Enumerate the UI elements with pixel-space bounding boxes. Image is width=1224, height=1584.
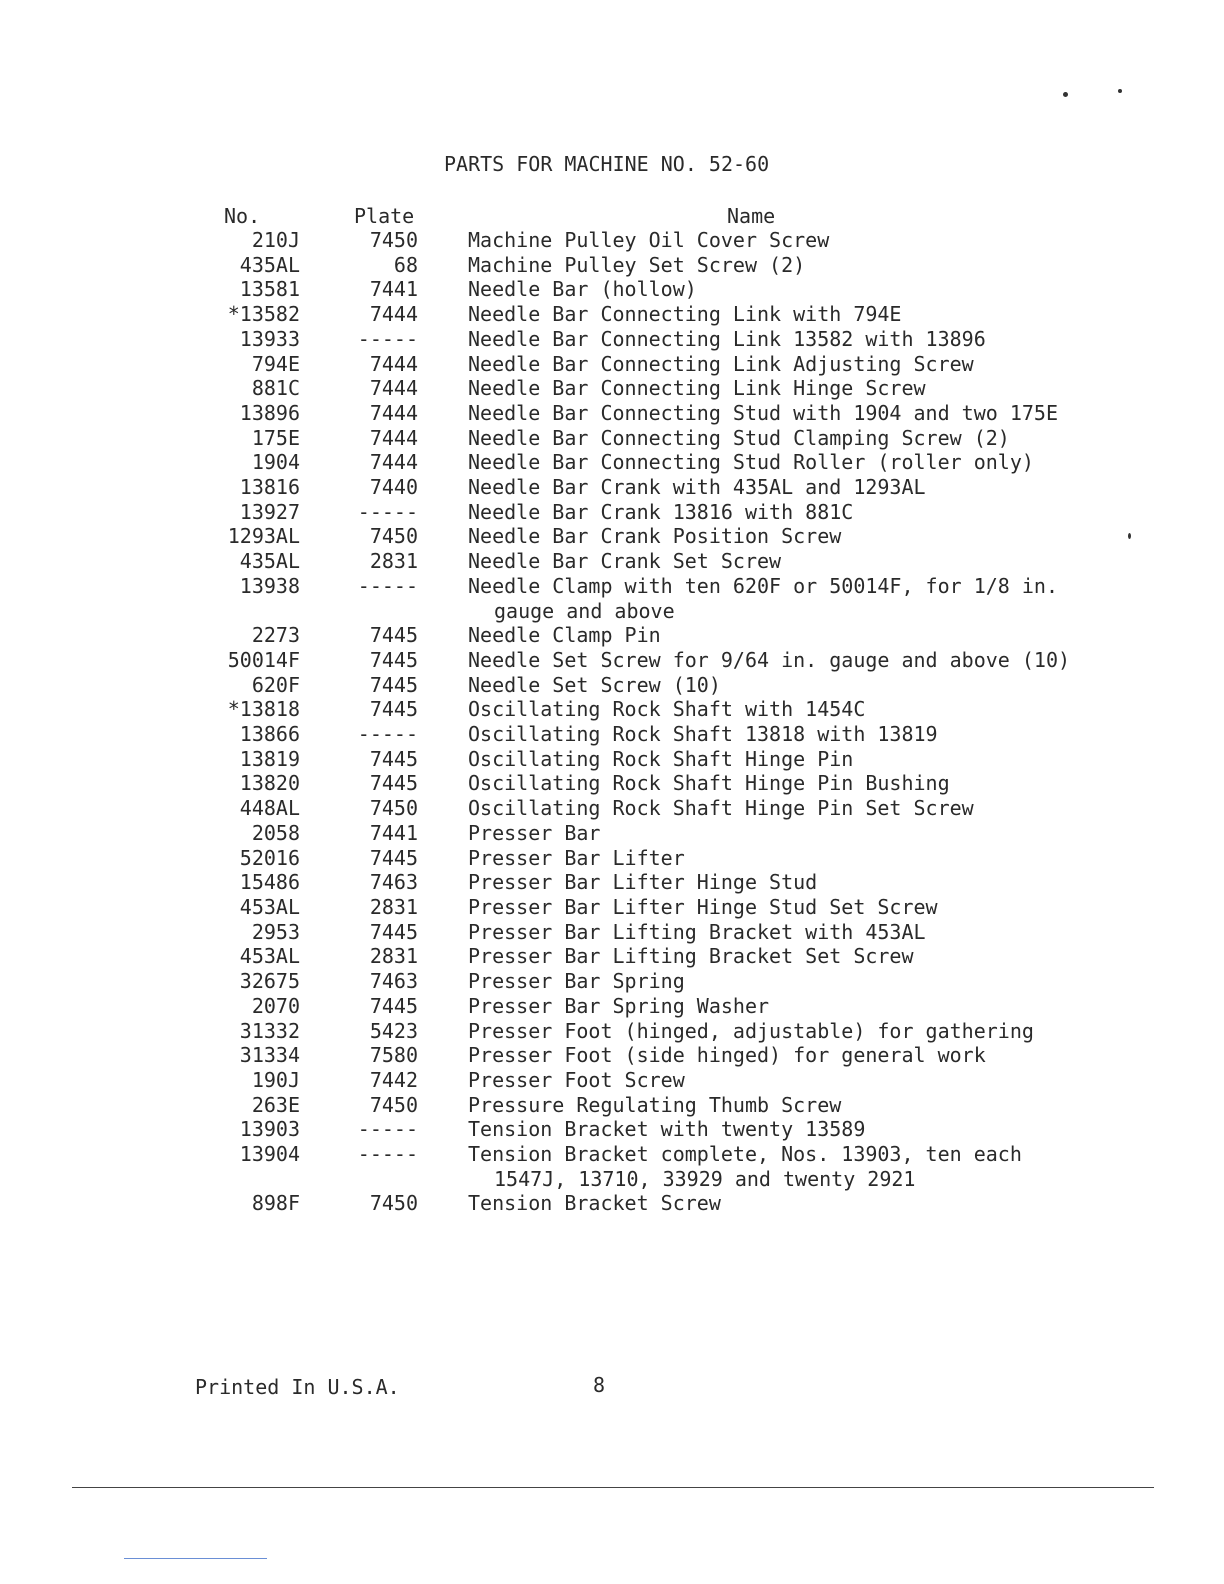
scan-speck <box>1063 92 1068 97</box>
table-row <box>0 475 1224 500</box>
plate-number: 7440 <box>369 475 418 500</box>
part-name: Needle Bar Crank Set Screw <box>468 549 782 574</box>
plate-number: 7442 <box>369 1067 418 1092</box>
plate-number: 7441 <box>369 820 418 845</box>
page-title: PARTS FOR MACHINE NO. 52-60 <box>444 152 770 176</box>
plate-number: ----- <box>357 722 418 747</box>
table-row <box>0 821 1224 846</box>
part-number: 13903 <box>239 1117 300 1142</box>
plate-number: ----- <box>357 1117 418 1142</box>
part-name: Needle Set Screw (10) <box>468 672 721 697</box>
part-name: Tension Bracket complete, Nos. 13903, ten each 1547J, 13710, 33929 and twenty 2921 <box>468 1142 1022 1191</box>
plate-number: 7444 <box>369 376 418 401</box>
plate-number: 7445 <box>369 672 418 697</box>
part-name: Needle Bar Connecting Stud Roller (roller only) <box>468 450 1034 475</box>
part-number: 175E <box>251 425 300 450</box>
plate-number: 7444 <box>369 400 418 425</box>
plate-number: 7450 <box>369 1092 418 1117</box>
table-row <box>0 401 1224 426</box>
part-number: 453AL <box>239 894 300 919</box>
plate-number: ----- <box>357 499 418 524</box>
table-row <box>0 549 1224 574</box>
plate-number: 7580 <box>369 1043 418 1068</box>
table-row <box>0 944 1224 969</box>
part-number: 13820 <box>239 771 300 796</box>
part-number: 1293AL <box>227 524 300 549</box>
part-number: 52016 <box>239 845 300 870</box>
part-name: Needle Bar Connecting Link Adjusting Screw <box>468 351 974 376</box>
table-row <box>0 1191 1224 1216</box>
part-name: Needle Bar Connecting Stud Clamping Screw (2) <box>468 425 1010 450</box>
part-number: 2070 <box>251 993 300 1018</box>
part-number: 620F <box>251 672 300 697</box>
part-number: 15486 <box>239 870 300 895</box>
part-name: Oscillating Rock Shaft Hinge Pin Set Screw <box>468 796 974 821</box>
part-number: *13818 <box>227 697 300 722</box>
table-row <box>0 1019 1224 1044</box>
plate-number: ----- <box>357 1142 418 1167</box>
plate-number: 7450 <box>369 796 418 821</box>
plate-number: 7445 <box>369 697 418 722</box>
part-name: Needle Clamp Pin <box>468 623 661 648</box>
plate-number: 5423 <box>369 1018 418 1043</box>
table-row <box>0 524 1224 549</box>
part-number: 190J <box>251 1067 300 1092</box>
part-number: 2058 <box>251 820 300 845</box>
part-name: Oscillating Rock Shaft Hinge Pin Bushing <box>468 771 950 796</box>
part-number: 13938 <box>239 573 300 598</box>
plate-number: 2831 <box>369 944 418 969</box>
printed-in-note: Printed In U.S.A. <box>195 1375 400 1399</box>
part-name: Presser Foot (side hinged) for general work <box>468 1043 986 1068</box>
part-name: Tension Bracket Screw <box>468 1191 721 1216</box>
plate-number: ----- <box>357 573 418 598</box>
part-name: Needle Set Screw for 9/64 in. gauge and above (10) <box>468 647 1071 672</box>
part-name: Pressure Regulating Thumb Screw <box>468 1092 842 1117</box>
part-number: 210J <box>251 228 300 252</box>
part-number: 1904 <box>251 450 300 475</box>
table-row <box>0 376 1224 401</box>
plate-number: ----- <box>357 326 418 351</box>
table-row <box>0 623 1224 648</box>
part-name: Tension Bracket with twenty 13589 <box>468 1117 866 1142</box>
part-number: 794E <box>251 351 300 376</box>
part-number: 31334 <box>239 1043 300 1068</box>
table-row <box>0 327 1224 352</box>
parts-table <box>0 228 1224 1216</box>
part-number: *13582 <box>227 302 300 327</box>
plate-number: 7445 <box>369 647 418 672</box>
plate-number: 7445 <box>369 919 418 944</box>
part-name: Needle Bar Crank Position Screw <box>468 524 842 549</box>
plate-number: 7444 <box>369 450 418 475</box>
part-number: 13816 <box>239 475 300 500</box>
table-row <box>0 228 1224 253</box>
table-row <box>0 697 1224 722</box>
table-row <box>0 969 1224 994</box>
part-name: Presser Bar Lifter Hinge Stud <box>468 870 818 895</box>
part-name: Needle Bar Connecting Link 13582 with 13896 <box>468 326 986 351</box>
plate-number: 7445 <box>369 771 418 796</box>
part-name: Presser Bar Lifter <box>468 845 685 870</box>
part-name: Oscillating Rock Shaft with 1454C <box>468 697 866 722</box>
part-number: 13904 <box>239 1142 300 1167</box>
part-name: Needle Bar Crank 13816 with 881C <box>468 499 854 524</box>
column-header-no: No. <box>224 204 261 228</box>
part-name: Machine Pulley Oil Cover Screw <box>468 228 830 252</box>
table-row <box>0 722 1224 747</box>
part-name: Needle Clamp with ten 620F or 50014F, for 1/8 in. gauge and above <box>468 573 1059 623</box>
plate-number: 2831 <box>369 549 418 574</box>
part-number: 31332 <box>239 1018 300 1043</box>
table-row <box>0 895 1224 920</box>
plate-number: 2831 <box>369 894 418 919</box>
part-number: 32675 <box>239 969 300 994</box>
table-row <box>0 920 1224 945</box>
table-row <box>0 450 1224 475</box>
part-number: 435AL <box>239 549 300 574</box>
blue-underline-mark <box>124 1558 267 1559</box>
table-row <box>0 1043 1224 1068</box>
plate-number: 7444 <box>369 302 418 327</box>
table-row <box>0 574 1224 623</box>
part-name: Presser Bar <box>468 820 601 845</box>
table-row <box>0 426 1224 451</box>
part-name: Presser Bar Lifter Hinge Stud Set Screw <box>468 894 938 919</box>
part-number: 453AL <box>239 944 300 969</box>
table-row <box>0 771 1224 796</box>
table-row <box>0 352 1224 377</box>
part-name: Needle Bar Connecting Link Hinge Screw <box>468 376 926 401</box>
table-row <box>0 870 1224 895</box>
part-name: Machine Pulley Set Screw (2) <box>468 252 806 277</box>
plate-number: 7450 <box>369 1191 418 1216</box>
table-row <box>0 796 1224 821</box>
table-row <box>0 648 1224 673</box>
plate-number: 7445 <box>369 993 418 1018</box>
table-row <box>0 747 1224 772</box>
part-number: 898F <box>251 1191 300 1216</box>
table-row <box>0 846 1224 871</box>
bottom-rule <box>72 1487 1154 1488</box>
plate-number: 7445 <box>369 623 418 648</box>
plate-number: 68 <box>393 252 418 277</box>
part-number: 13896 <box>239 400 300 425</box>
table-row <box>0 500 1224 525</box>
table-row <box>0 277 1224 302</box>
part-name: Presser Bar Spring <box>468 969 685 994</box>
table-row <box>0 1117 1224 1142</box>
part-name: Needle Bar (hollow) <box>468 277 697 302</box>
table-row <box>0 302 1224 327</box>
part-number: 13581 <box>239 277 300 302</box>
table-row <box>0 994 1224 1019</box>
part-number: 50014F <box>227 647 300 672</box>
column-header-plate: Plate <box>354 204 415 228</box>
plate-number: 7445 <box>369 845 418 870</box>
plate-number: 7444 <box>369 425 418 450</box>
part-number: 435AL <box>239 252 300 277</box>
table-row <box>0 1068 1224 1093</box>
part-number: 13927 <box>239 499 300 524</box>
plate-number: 7444 <box>369 351 418 376</box>
table-row <box>0 1142 1224 1191</box>
part-name: Presser Foot Screw <box>468 1067 685 1092</box>
plate-number: 7463 <box>369 969 418 994</box>
part-number: 2953 <box>251 919 300 944</box>
part-name: Oscillating Rock Shaft 13818 with 13819 <box>468 722 938 747</box>
table-row <box>0 1093 1224 1118</box>
scan-speck <box>1118 89 1122 93</box>
column-header-name: Name <box>727 204 776 228</box>
part-name: Presser Bar Lifting Bracket Set Screw <box>468 944 914 969</box>
page-number: 8 <box>593 1373 606 1397</box>
part-name: Presser Foot (hinged, adjustable) for gathering <box>468 1018 1034 1043</box>
plate-number: 7445 <box>369 746 418 771</box>
plate-number: 7450 <box>369 524 418 549</box>
part-name: Presser Bar Lifting Bracket with 453AL <box>468 919 926 944</box>
part-number: 263E <box>251 1092 300 1117</box>
part-number: 13933 <box>239 326 300 351</box>
plate-number: 7463 <box>369 870 418 895</box>
part-name: Needle Bar Connecting Stud with 1904 and two 175E <box>468 400 1059 425</box>
part-name: Needle Bar Crank with 435AL and 1293AL <box>468 475 926 500</box>
table-row <box>0 253 1224 278</box>
part-name: Oscillating Rock Shaft Hinge Pin <box>468 746 854 771</box>
part-number: 448AL <box>239 796 300 821</box>
table-row <box>0 673 1224 698</box>
part-number: 881C <box>251 376 300 401</box>
part-name: Presser Bar Spring Washer <box>468 993 770 1018</box>
plate-number: 7441 <box>369 277 418 302</box>
scan-speck <box>1128 533 1131 539</box>
part-number: 13866 <box>239 722 300 747</box>
part-number: 2273 <box>251 623 300 648</box>
part-name: Needle Bar Connecting Link with 794E <box>468 302 902 327</box>
plate-number: 7450 <box>369 228 418 252</box>
part-number: 13819 <box>239 746 300 771</box>
